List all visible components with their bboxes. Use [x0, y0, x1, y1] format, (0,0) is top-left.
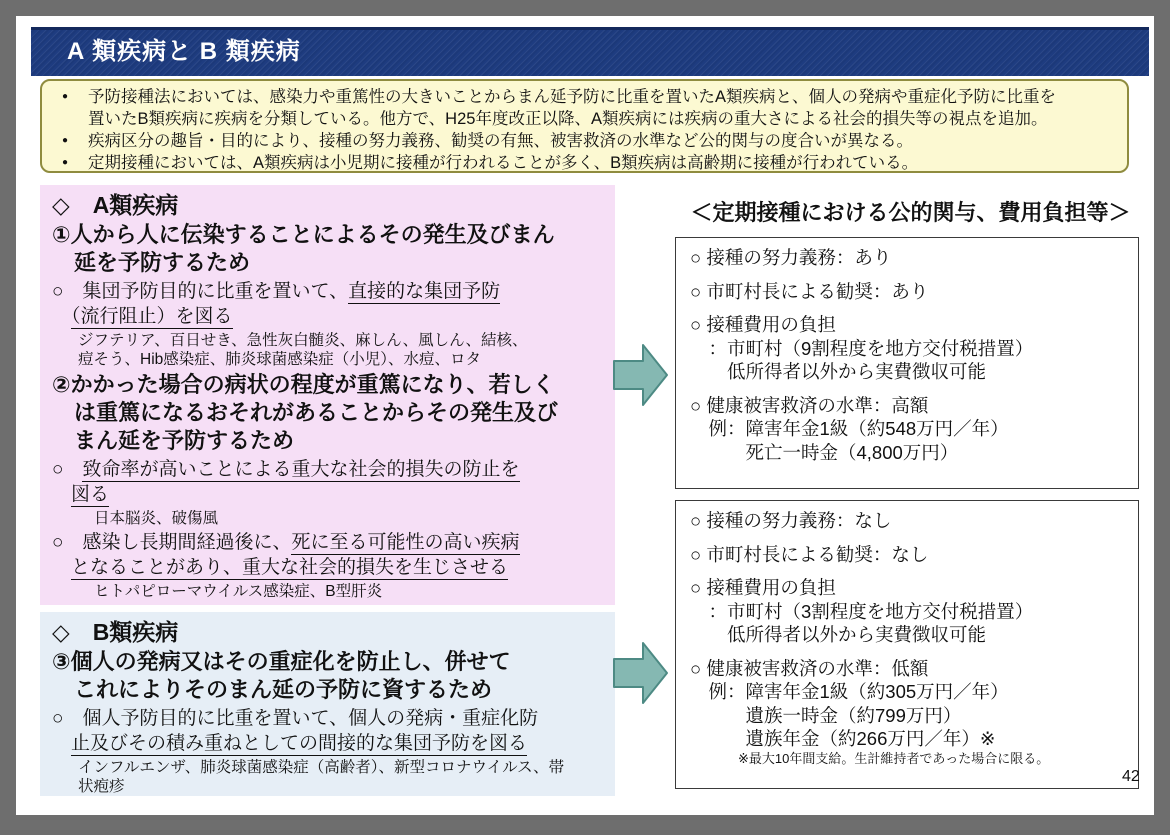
page-title: A 類疾病と B 類疾病 — [67, 38, 301, 65]
text-block: ○ 致命率が高いことによる重大な社会的損失の防止を 図る — [52, 459, 520, 505]
class-b-detail-box — [675, 500, 1139, 789]
text-block: ◇ B類疾病 — [52, 619, 179, 645]
class-a-detail-box — [675, 237, 1139, 489]
text-block: ジフテリア、百日せき、急性灰白髄炎、麻しん、風しん、結核、 痘そう、Hib感染症、肺炎球菌感染症（小児）、水痘、ロタ — [78, 332, 528, 368]
text-block: ヒトパピローマウイルス感染症、B型肝炎 — [94, 583, 383, 600]
text-block: ③個人の発病又はその重症化を防止し、併せて これによりそのまん延の予防に資するため — [52, 649, 511, 702]
text-block: ○ 接種の努力義務：あり — [690, 247, 892, 268]
bullet-icon: ● — [62, 135, 69, 146]
text-block: ○ 感染し長期間経過後に、死に至る可能性の高い疾病 となることがあり、重大な社会的損失を生じさせる — [52, 532, 520, 578]
page-number: 42 — [1122, 768, 1140, 785]
text-block: ● 定期接種においては、A類疾病は小児期に接種が行われることが多く、B類疾病は高齢期に接種が行われている。 — [62, 154, 919, 172]
text-block: ○ 市町村長による勧奨：あり — [690, 280, 929, 302]
slide — [16, 16, 1154, 815]
text-block: インフルエンザ、肺炎球菌感染症（高齢者）、新型コロナウイルス、帯 状疱疹 — [78, 759, 565, 795]
text-block: ①人から人に伝染することによるその発生及びまん 延を予防するため — [52, 222, 555, 275]
text-block: ◇ A類疾病 — [52, 192, 179, 218]
text-block: ○ 集団予防目的に比重を置いて、直接的な集団予防 （流行阻止）を図る — [52, 281, 501, 327]
text-block: ○ 接種の努力義務：なし — [690, 510, 892, 531]
summary-box — [40, 79, 1129, 173]
public-involvement-heading: ＜定期接種における公的関与、費用負担等＞ — [690, 200, 1131, 225]
text-block: 日本脳炎、破傷風 — [94, 510, 219, 527]
title-bar — [31, 27, 1149, 76]
text-block: ● 疾病区分の趣旨・目的により、接種の努力義務、勧奨の有無、被害救済の水準など公的関与の度合いが異なる。 — [62, 132, 913, 150]
arrow-right-icon — [613, 342, 669, 408]
text-block: ○ 接種費用の負担 ：市町村（9割程度を地方交付税措置） 低所得者以外から実費徴収可能 — [690, 314, 1034, 382]
text-block: ● 予防接種法においては、感染力や重篤性の大きいことからまん延予防に比重を置いたA類疾病と、個人の発病や重症化予防に比重を 置いたB類疾病に疾病を分類している。他方で、H25年度改正以降、A類疾病には疾病の重大さによる社会的損失等の視点を追加。 — [62, 88, 1057, 128]
text-block: ○ 健康被害救済の水準：低額 例：障害年金1級（約305万円／年） 遺族一時金（約799万円） 遺族年金（約266万円／年）※ ※最大10年間支給。生計維持者であった場合に限る。 — [690, 657, 1050, 766]
class-a-box — [40, 185, 615, 605]
text-block: ○ 健康被害救済の水準：高額 例：障害年金1級（約548万円／年） 死亡一時金（4,800万円） — [690, 394, 1009, 463]
arrow-right-icon — [613, 640, 669, 706]
class-b-box — [40, 612, 615, 796]
bullet-icon: ● — [62, 91, 69, 102]
text-block: ②かかった場合の病状の程度が重篤になり、若しく は重篤になるおそれがあることからその発生及び まん延を予防するため — [52, 372, 559, 453]
text-block: ○ 個人予防目的に比重を置いて、個人の発病・重症化防 止及びその積み重ねとしての間接的な集団予防を図る — [52, 708, 539, 754]
text-block: ○ 接種費用の負担 ：市町村（3割程度を地方交付税措置） 低所得者以外から実費徴収可能 — [690, 577, 1034, 645]
bullet-icon: ● — [62, 157, 69, 168]
text-block: ○ 市町村長による勧奨：なし — [690, 543, 929, 565]
